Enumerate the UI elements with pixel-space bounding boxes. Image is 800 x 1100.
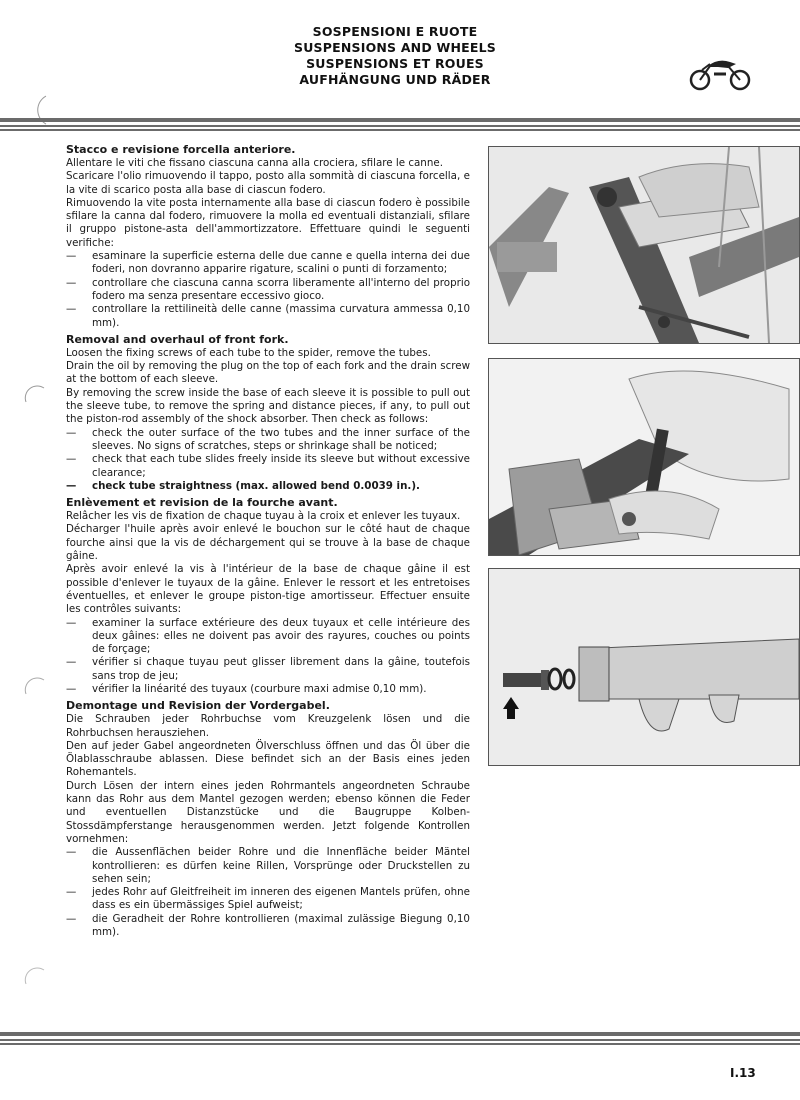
list-item: — die Geradheit der Rohre kontrollieren (maximal zulässige Biegung 0,10 mm). [66,912,470,939]
page-header [230,24,560,88]
header-rule [0,118,800,131]
photo-fork-sleeve-screw [488,568,800,766]
list-item: — controllare che ciascuna canna scorra liberamente all'interno del proprio fodero ma senza presentare eccessivo gioco. [66,276,470,302]
photo-tube-vise [488,358,800,556]
section-it [66,143,470,330]
paragraph: Rimuovendo la vite posta internamente alla base di ciascun fodero è possibile sfilare la canna dal fodero, rimuovere la molla ed eventuali distanziali, sfilare il gruppo pistone-asta dell'ammortizzatore. Effettuare quindi le seguenti verifiche: [66,196,470,249]
header-title-de: AUFHÄNGUNG UND RÄDER [299,72,491,87]
list-item: — esaminare la superficie esterna delle due canne e quella interna dei due foderi, non dovranno apparire rigature, scalini o punti di forzamento; [66,250,470,276]
paragraph: Loosen the fixing screws of each tube to the spider, remove the tubes. [66,346,431,359]
check-list [66,427,470,493]
section-de [66,699,470,939]
section-fr [66,496,470,696]
paragraph: Den auf jeder Gabel angeordneten Ölverschluss öffnen und das Öl über die Ölablasschraube ablassen. Diese befindet sich an der Basis eines jeden Rohemantels. [66,739,470,779]
list-item: — die Aussenflächen beider Rohre und die Innenfläche beider Mäntel kontrollieren: es dürfen keine Rillen, Vorsprünge oder Druckstellen zu sehen sein; [66,846,470,885]
motorcycle-icon [688,52,752,92]
check-list [66,617,470,697]
list-item: — vérifier si chaque tuyau peut glisser librement dans la gâine, toutefois sans trop de jeu; [66,656,470,682]
binding-hole-mark [18,966,48,990]
paragraph: Décharger l'huile après avoir enlevé le bouchon sur le côté haut de chaque fourche ainsi que la vis de déchargement qui se trouve à la base de chaque gâine. [66,523,470,563]
list-item: — check tube straightness (max. allowed bend 0.0039 in.). [66,479,420,492]
paragraph: Drain the oil by removing the plug on the top of each fork and the drain screw at the bottom of each sleeve. [66,360,470,386]
paragraph: Scaricare l'olio rimuovendo il tappo, posto alla sommità di ciascuna forcella, e la vite di scarico posta alla base di ciascun fodero. [66,170,470,196]
header-title-en: SUSPENSIONS AND WHEELS [294,40,496,55]
list-item: — examiner la surface extérieure des deux tuyaux et celle intérieure des deux gâines: elles ne doivent pas avoir des rayures, couches ou points de forçage; [66,616,470,656]
binding-hole-mark [18,384,48,408]
check-list [66,846,470,939]
header-title-it: SOSPENSIONI E RUOTE [312,24,478,39]
section-title: Stacco e revisione forcella anteriore. [66,143,296,156]
footer-rule [0,1032,800,1045]
paragraph: Allentare le viti che fissano ciascuna canna alla crociera, sfilare le canne. [66,157,443,169]
list-item: — controllare la rettilineità delle canne (massima curvatura ammessa 0,10 mm). [66,303,470,329]
text-column [66,143,470,942]
list-item: — jedes Rohr auf Gleitfreiheit im inneren des eigenen Mantels prüfen, ohne dass es ein übermässiges Spiel aufweist; [66,886,470,912]
section-title: Enlèvement et revision de la fourche avant. [66,496,338,510]
list-item: — vérifier la linéarité des tuyaux (courbure maxi admise 0,10 mm). [66,682,427,695]
photo-fork-removal [488,146,800,344]
section-en [66,333,470,493]
paragraph: Relâcher les vis de fixation de chaque tuyau à la croix et enlever les tuyaux. [66,510,461,523]
section-title: Demontage und Revision der Vordergabel. [66,699,330,713]
header-title-fr: SUSPENSIONS ET ROUES [306,56,484,71]
page-number: I.13 [730,1066,756,1080]
paragraph: Après avoir enlevé la vis à l'intérieur de la base de chaque gâine il est possible d'enlever le tuyaux de la gâine. Enlever le ressort et les entretoises éventuelles, et enlever le groupe piston-tige amortisseur. Effectuer ensuite les contrôles suivants: [66,563,470,616]
check-list [66,250,470,330]
list-item: — check that each tube slides freely inside its sleeve but without excessive clearance; [66,453,470,479]
paragraph: By removing the screw inside the base of each sleeve it is possible to pull out the sleeve tube, to remove the spring and distance pieces, if any, to pull out the piston-rod assembly of the shock absorber. Then check as follows: [66,386,470,426]
list-item: — check the outer surface of the two tubes and the inner surface of the sleeves. No signs of scratches, steps or shrinkage shall be noticed; [66,426,470,452]
paragraph: Die Schrauben jeder Rohrbuchse vom Kreuzgelenk lösen und die Rohrbuchsen herausziehen. [66,713,470,739]
paragraph: Durch Lösen der intern eines jeden Rohrmantels angeordneten Schraube kann das Rohr aus dem Mantel gezogen werden; ebenso können die Feder und eventuellen Distanzstücke und die Baugruppe Kolben-Stossdämpferstange herausgenommen werden. Jetzt folgende Kontrollen vornehmen: [66,779,470,845]
section-title: Removal and overhaul of front fork. [66,332,289,346]
binding-hole-mark [18,676,48,700]
